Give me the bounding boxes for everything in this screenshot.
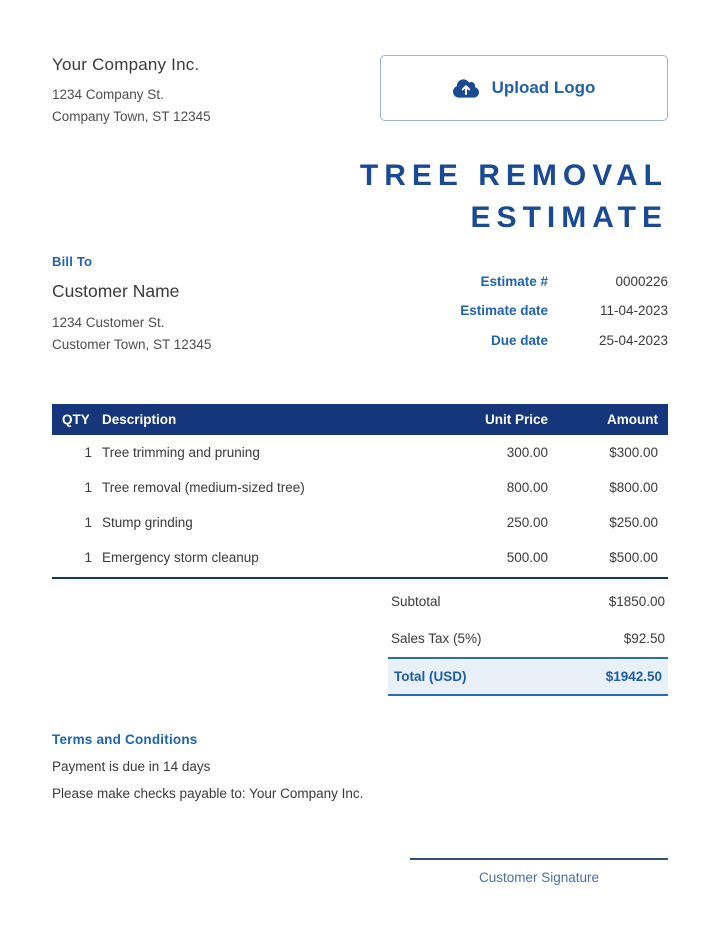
sales-tax-label: Sales Tax (5%) [391,631,482,647]
total-label: Total (USD) [394,669,467,685]
item-qty: 1 [84,550,92,566]
subtotal-value: $1850.00 [608,594,665,610]
item-description: Stump grinding [102,515,193,531]
document-title [0,129,720,240]
table-header-row [52,404,668,435]
estimate-meta-block [460,274,668,363]
customer-signature-field [410,858,668,885]
estimate-date-label: Estimate date [460,303,548,319]
estimate-date-row [460,303,668,318]
item-amount: $250.00 [609,515,658,531]
company-address [52,84,211,129]
terms-section [0,696,720,801]
cloud-upload-icon [453,78,479,99]
item-unit-price: 800.00 [506,480,548,496]
item-qty: 1 [84,480,92,496]
customer-signature-label: Customer Signature [478,870,600,885]
item-description: Emergency storm cleanup [102,550,259,566]
table-row [52,435,668,470]
due-date-value: 25-04-2023 [598,332,668,348]
item-description: Tree removal (medium-sized tree) [102,480,305,496]
amount-column-header: Amount [607,412,658,428]
sales-tax-row [388,620,668,657]
table-body [52,435,668,579]
company-address-line1: 1234 Company St. [52,87,164,102]
item-amount: $500.00 [609,550,658,566]
item-qty: 1 [84,515,92,531]
table-row [52,470,668,505]
upload-logo-button[interactable] [380,55,668,121]
item-amount: $300.00 [609,445,658,461]
upload-logo-label: Upload Logo [491,78,596,97]
customer-address-line2: Customer Town, ST 12345 [52,336,212,352]
company-name: Your Company Inc. [52,55,200,74]
billing-info-section [0,240,720,363]
estimate-number-value: 0000226 [615,273,668,289]
item-unit-price: 250.00 [506,515,548,531]
customer-address-line1: 1234 Customer St. [52,314,165,330]
company-address-line2: Company Town, ST 12345 [52,109,211,125]
bill-to-heading: Bill To [52,253,93,269]
subtotal-row [388,583,668,620]
qty-column-header: QTY [62,412,90,428]
totals-block [388,583,668,696]
customer-name: Customer Name [52,280,180,301]
item-unit-price: 500.00 [506,550,548,566]
item-description: Tree trimming and pruning [102,445,260,461]
total-row [388,657,668,696]
customer-address [52,312,211,357]
company-info [52,55,211,129]
total-value: $1942.50 [605,669,662,685]
document-title-line1: TREE REMOVAL [359,158,668,192]
item-amount: $800.00 [609,480,658,496]
bill-to-block [52,254,211,363]
table-row [52,540,668,575]
terms-heading: Terms and Conditions [52,732,198,748]
terms-line1: Payment is due in 14 days [52,759,211,775]
estimate-number-label: Estimate # [480,273,548,289]
due-date-row [460,333,668,348]
description-column-header: Description [102,412,177,428]
due-date-label: Due date [490,332,548,348]
document-header [0,0,720,129]
terms-line2: Please make checks payable to: Your Company Inc. [52,786,364,802]
item-qty: 1 [84,445,92,461]
line-items-table [52,404,668,579]
subtotal-label: Subtotal [391,594,441,610]
estimate-date-value: 11-04-2023 [599,303,668,319]
item-unit-price: 300.00 [506,445,548,461]
document-title-line2: ESTIMATE [470,201,668,235]
estimate-number-row [460,274,668,289]
unit-price-column-header: Unit Price [484,412,548,428]
table-row [52,505,668,540]
sales-tax-value: $92.50 [623,631,665,647]
